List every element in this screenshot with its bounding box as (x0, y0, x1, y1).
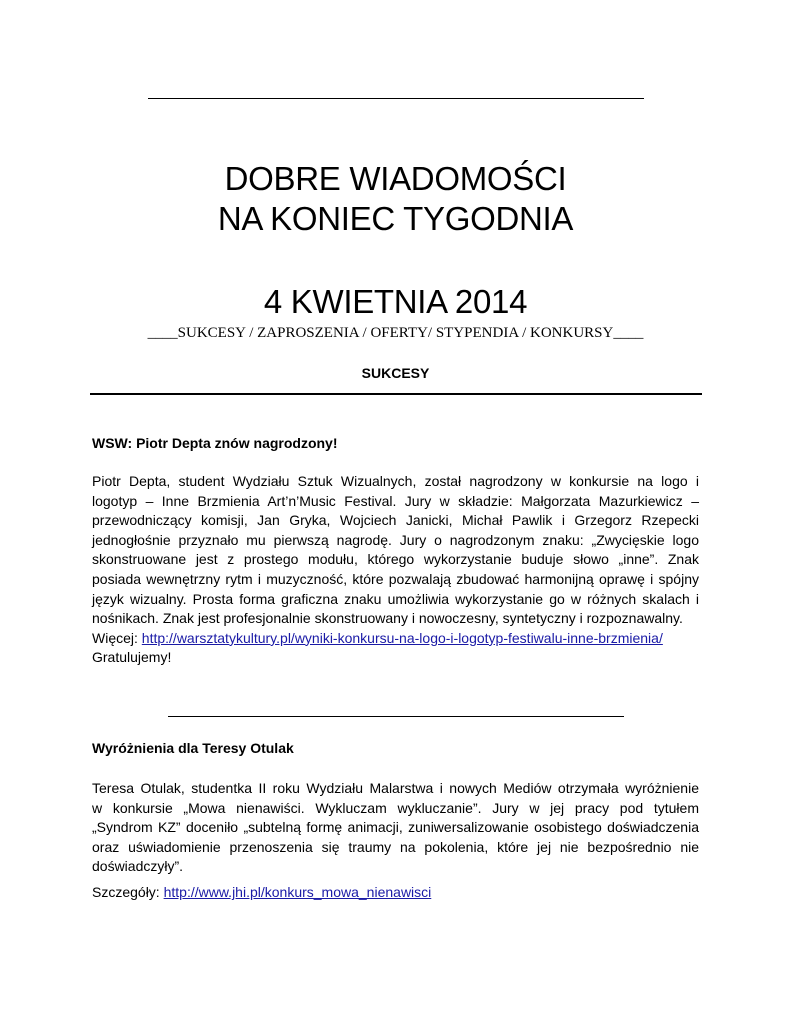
article2-heading: Wyróżnienia dla Teresy Otulak (92, 740, 294, 756)
article1-line: logotyp – Inne Brzmienia Art’n’Music Festival. Jury w składzie: Małgorzata Mazurkiewicz – (92, 492, 699, 509)
more-label: Więcej: (92, 629, 142, 646)
article1-more (92, 629, 699, 649)
article2-line: Teresa Otulak, studentka II roku Wydziału Malarstwa i nowych Mediów otrzymała wyróżnienie (92, 780, 699, 796)
article2-line: doświadczyły”. (92, 858, 184, 875)
article1-line: jednogłośnie przyznało mu pierwszą nagrodę. Jury o nagrodzonym znaku: „Zwycięskie logo (92, 531, 699, 548)
article2-line: w konkursie „Mowa nienawiści. Wykluczam wykluczanie”. Jury w jej pracy pod tytułem (92, 799, 699, 816)
details-label: Szczegóły: (92, 884, 164, 900)
article2-line: „Syndrom KZ” doceniło „subtelną formę animacji, zuniwersalizowanie osobistego doświadczenia (92, 819, 699, 836)
section-divider (90, 393, 702, 395)
article-divider (168, 716, 624, 717)
categories-bar: ____SUKCESY / ZAPROSZENIA / OFERTY/ STYPENDIA / KONKURSY____ (147, 325, 644, 341)
top-divider (148, 98, 644, 99)
article1-line: język wizualny. Prosta forma graficzna znaku umożliwia wykorzystanie go w różnych skalach i (92, 590, 699, 607)
article1-line: posiada wewnętrzny rytm i muzyczność, które pozwalają zbudować harmonijną oprawę i spójny (92, 570, 699, 587)
details-link[interactable]: http://www.jhi.pl/konkurs_mowa_nienawisci (163, 884, 432, 900)
article2-body (92, 779, 699, 877)
article1-body (92, 472, 699, 668)
section-heading: SUKCESY (361, 365, 430, 381)
more-link[interactable]: http://warsztatykultury.pl/wyniki-konkursu-na-logo-i-logotyp-festiwalu-inne-brzmienia/ (141, 629, 663, 646)
article1-closing: Gratulujemy! (92, 649, 172, 666)
article2-line: oraz uświadomienie przenoszenia się traumy na pokolenia, które jej nie bezpośrednio nie (92, 838, 699, 855)
article1-line: przewodniczący komisji, Jan Gryka, Wojciech Janicki, Michał Pawlik i Grzegorz Rzepecki (92, 512, 699, 529)
article1-line: Piotr Depta, student Wydziału Sztuk Wizualnych, został nagrodzony w konkursie na logo i (92, 473, 699, 489)
newsletter-title-line2: NA KONIEC TYGODNIA (217, 200, 574, 237)
article2-details (92, 883, 431, 902)
newsletter-date: 4 KWIETNIA 2014 (263, 283, 528, 320)
newsletter-title-line1: DOBRE WIADOMOŚCI (224, 160, 567, 197)
article1-line: skonstruowane jest z prostego modułu, którego wykorzystanie buduje słowo „inne”. Znak (92, 551, 699, 568)
article1-heading: WSW: Piotr Depta znów nagrodzony! (92, 435, 338, 451)
article1-line: nośnikach. Znak jest profesjonalnie skonstruowany i nowoczesny, syntetyczny i rozpoznawalny. (92, 610, 683, 627)
